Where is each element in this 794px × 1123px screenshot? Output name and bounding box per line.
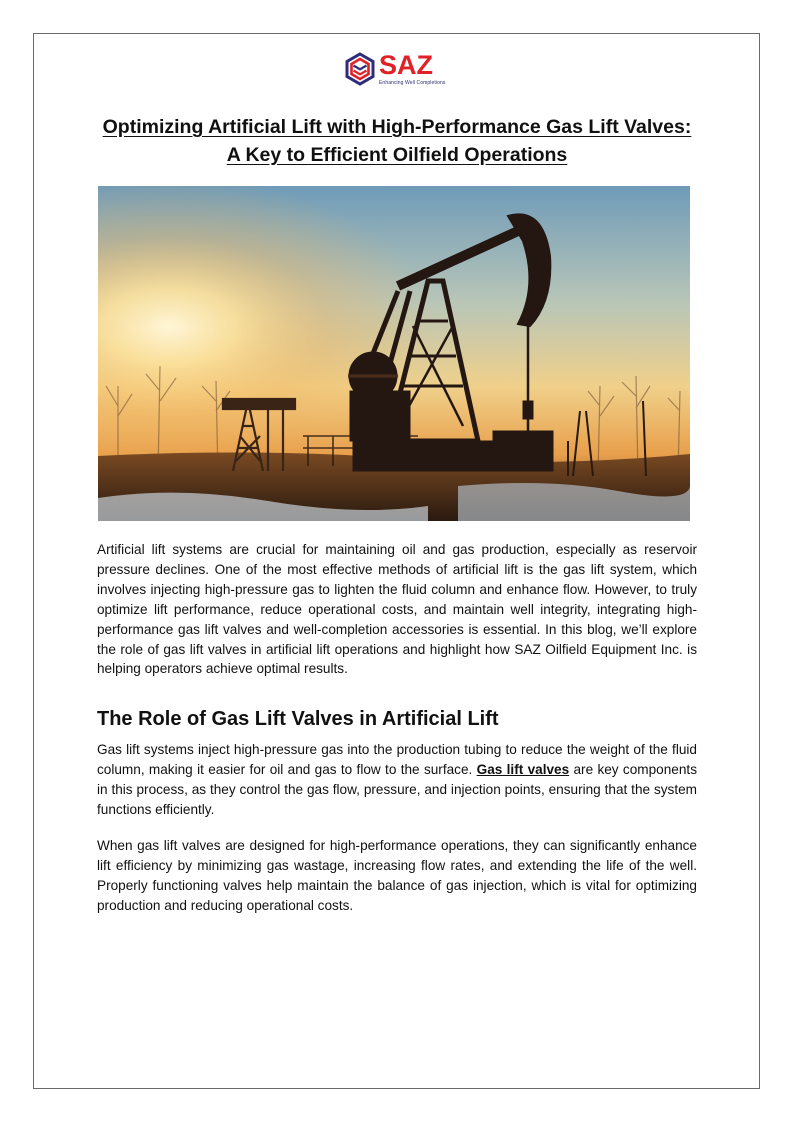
section-heading: The Role of Gas Lift Valves in Artificial Lift [97,708,499,730]
hexagon-logo-icon [343,52,377,86]
logo-wordmark: SAZ [379,50,433,80]
section-paragraph-1-text-start: Gas lift systems inject high-pressure gas into the production tubing to reduce the weight of the fluid column, making it easier for oil and gas to flow to the surface. [97,742,697,777]
section-paragraph-2: When gas lift valves are designed for high-performance operations, they can significantly enhance lift efficiency by minimizing gas wastage, increasing flow rates, and extending the life of the well. Properly functioning valves help maintain the balance of gas injection, which is vital for optimizing production and reducing operational costs. [97,838,697,913]
article-title: Optimizing Artificial Lift with High-Performance Gas Lift Valves: A Key to Efficient Oilfield Operations [102,116,692,166]
gas-lift-valves-link[interactable]: Gas lift valves [476,761,570,777]
saz-logo [343,52,453,92]
hero-image [98,186,690,521]
oil-pumpjack-sunset-image [98,186,690,521]
section-paragraph-1 [97,740,697,820]
intro-paragraph: Artificial lift systems are crucial for maintaining oil and gas production, especially as reservoir pressure declines. One of the most effective methods of artificial lift is the gas lift system, which involves injecting high-pressure gas to lighten the fluid column and enhance flow. However, to truly optimize lift performance, reduce operational costs, and maintain well integrity, integrating high-performance gas lift valves and well-completion accessories is essential. In this blog, we’ll explore the role of gas lift valves in artificial lift operations and highlight how SAZ Oilfield Equipment Inc. is helping operators achieve optimal results. [97,542,697,677]
section-paragraph-1-text-end: are key components in this process, as they control the gas flow, pressure, and injection points, ensuring that the system functions efficiently. [97,761,697,817]
logo-tagline: Enhancing Well Completions [379,80,446,86]
